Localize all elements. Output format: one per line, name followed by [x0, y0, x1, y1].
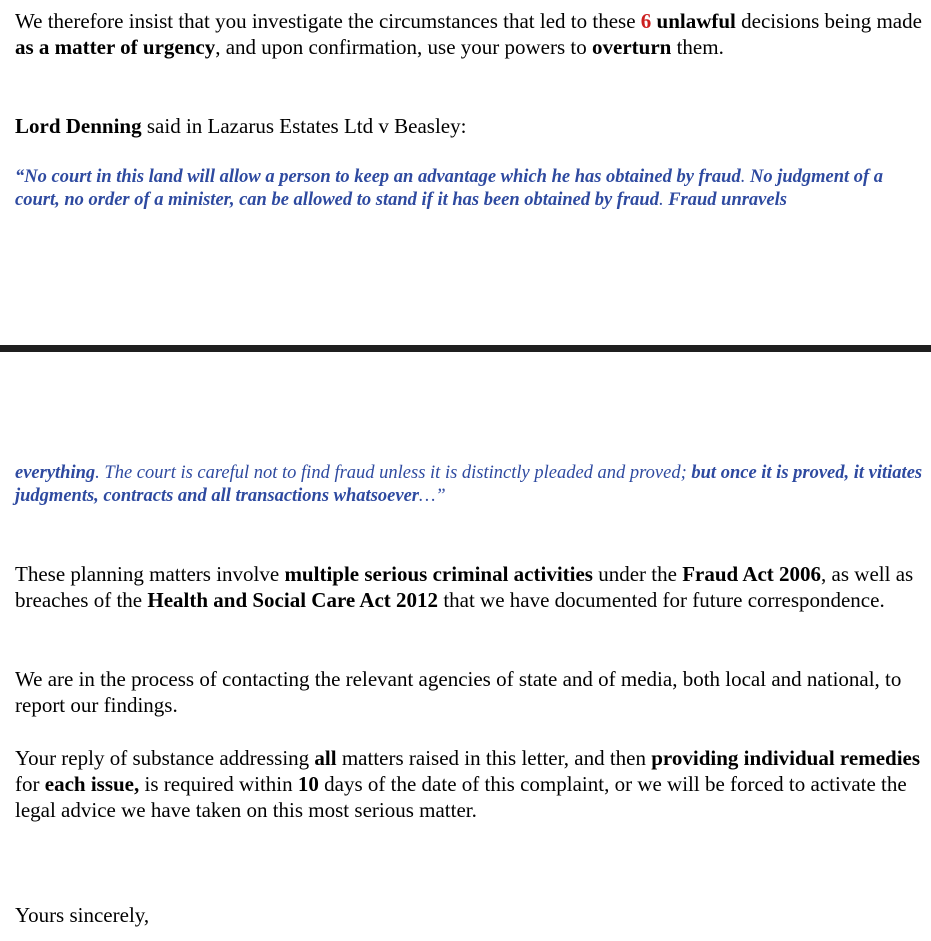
text: days of the date of this complaint, or we will be forced to activate the legal advice we have taken on this most serious matter. [15, 772, 907, 822]
quote-text: but once it is proved, it vitiates judgments, contracts and all transactions whatsoever [15, 463, 923, 506]
text: is required within [139, 772, 298, 796]
close-quote: …” [418, 486, 446, 506]
emphasis: multiple serious criminal activities [284, 562, 593, 586]
text: for [15, 772, 45, 796]
text: Your reply of substance addressing [15, 746, 315, 770]
paragraph-lord-denning [15, 113, 925, 139]
urgency-emphasis: as a matter of urgency [15, 35, 216, 59]
paragraph-insist-investigation [15, 8, 925, 60]
quote-text: . [658, 190, 669, 210]
page-break-divider [0, 345, 931, 352]
text: These planning matters involve [15, 562, 285, 586]
text: said in Lazarus Estates Ltd v Beasley: [141, 114, 467, 138]
health-act-reference: Health and Social Care Act 2012 [147, 588, 439, 612]
speaker-name: Lord Denning [15, 114, 142, 138]
text: under the [592, 562, 683, 586]
paragraph-reply-required [15, 745, 925, 823]
quote-text: everything [15, 463, 96, 483]
text: , and upon confirmation, use your powers to [215, 35, 592, 59]
quote-text: Fraud unravels [668, 190, 787, 210]
quote-text: No judgment of a court, no order of a minister, can be allowed to stand if it has been obtained by fraud [15, 167, 884, 210]
text: them. [671, 35, 724, 59]
quote-text: No court in this land will allow a person to keep an advantage which he has obtained by fraud [24, 167, 741, 187]
deadline-days: 10 [297, 772, 319, 796]
text: that we have documented for future correspondence. [438, 588, 885, 612]
open-quote: “ [15, 167, 25, 187]
text: matters raised in this letter, and then [336, 746, 652, 770]
unlawful-emphasis: unlawful [656, 9, 736, 33]
quote-text: . [740, 167, 750, 187]
text: We therefore insist that you investigate the circumstances that led to these [15, 9, 641, 33]
emphasis: each issue, [44, 772, 140, 796]
emphasis: providing individual remedies [651, 746, 921, 770]
paragraph-contacting-agencies: We are in the process of contacting the relevant agencies of state and of media, both local and national, to report our findings. [15, 667, 902, 717]
text: decisions being made [735, 9, 922, 33]
quote-part-2 [15, 462, 923, 508]
decision-count: 6 [640, 9, 652, 33]
quote-text: . The court is careful not to find fraud unless it is distinctly pleaded and proved; [95, 463, 692, 483]
overturn-emphasis: overturn [592, 35, 672, 59]
emphasis: all [314, 746, 337, 770]
quote-part-1 [15, 166, 923, 212]
fraud-act-reference: Fraud Act 2006 [682, 562, 822, 586]
paragraph-criminal-activities [15, 561, 925, 613]
text: , as well as breaches of the [15, 562, 914, 612]
closing-salutation: Yours sincerely, [15, 903, 150, 927]
